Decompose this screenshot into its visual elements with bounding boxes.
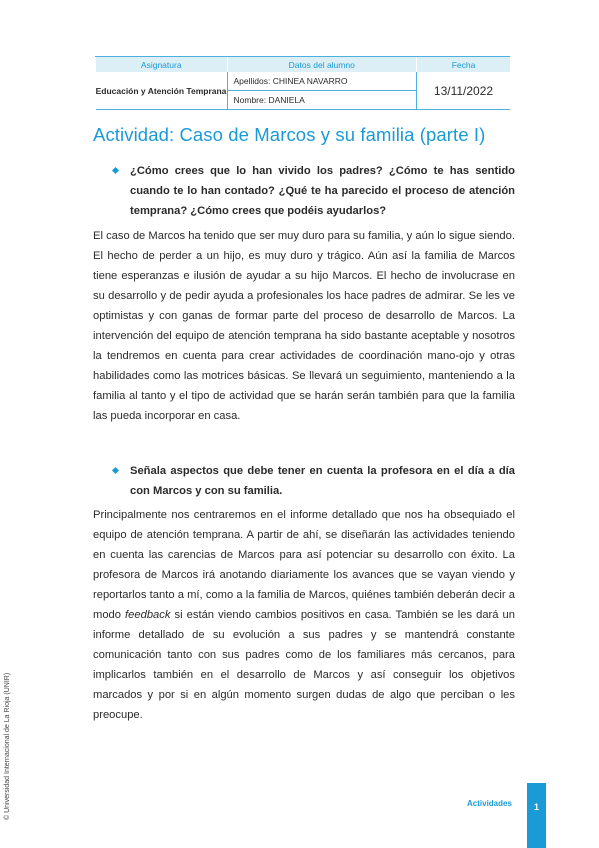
answer-2-part2: si están viendo cambios positivos en casa. También se les dará un informe detallado de su evolución a sus padres y se mantendrá constante comunicación tanto con sus padres como de los familiares más cercanos, para implicarlos también en el desarrollo de Marcos y así conseguir los objetivos marcados y por si en algún momento surgen dudas de algo que perciban o les preocupe. [93,609,515,721]
answer-2 [93,505,515,725]
answer-2-italic: feedback [125,609,171,621]
answer-2-part1: Principalmente nos centraremos en el informe detallado que nos ha obsequiado el equipo de atención temprana. A partir de ahí, se diseñarán las actividades teniendo en cuenta las carencias de Marcos para así potenciar su desarrollo con éxito. La profesora de Marcos irá anotando diariamente los avances que se vayan viendo y reportarlos tanto a mí, como a la familia de Marcos, quiénes también deberán decir a modo [93,509,515,621]
page-number-box [527,783,546,848]
question-1-text: ¿Cómo crees que lo han vivido los padres? ¿Cómo te has sentido cuando te lo han contado? ¿Qué te ha parecido el proceso de atención temprana? ¿Cómo crees que podéis ayudarlos? [130,165,515,217]
date-cell: 13/11/2022 [417,72,511,110]
answer-1: El caso de Marcos ha tenido que ser muy duro para su familia, y aún lo sigue siendo. El hecho de perder a un hijo, es muy duro y trágico. Aún así la familia de Marcos tiene esperanzas e ilusión de ayudar a su hijo Marcos. El hecho de involucrase en su desarrollo y de pedir ayuda a profesionales los hace padres de admirar. Se les ve optimistas y con ganas de formar parte del proceso de desarrollo de Marcos. La intervención del equipo de atención temprana ha sido bastante aceptable y nosotros la tendremos en cuenta para crear actividades de coordinación mano-ojo y otras habilidades como las motrices básicas. Se llevará un seguimiento, manteniendo a la familia al tanto y el tipo de actividad que se harán serán también para que la familia las pueda incorporar en casa. [93,230,515,422]
header-table [95,56,510,110]
diamond-bullet-icon [112,467,119,474]
page-number: 1 [533,802,539,812]
page-title: Actividad: Caso de Marcos y su familia (parte I) [93,124,486,145]
header-col-subject: Asignatura [96,57,228,73]
diamond-bullet-icon [112,167,119,174]
header-col-date: Fecha [417,57,511,73]
footer-label: Actividades [467,799,512,808]
question-1 [113,161,515,221]
header-col-student: Datos del alumno [227,57,417,73]
name-cell: Nombre: DANIELA [227,91,417,110]
copyright-sidebar: © Universidad Internacional de La Rioja (UNIR) [4,672,11,820]
question-2 [113,461,515,501]
surname-cell: Apellidos: CHINEA NAVARRO [227,72,417,91]
subject-cell: Educación y Atención Temprana [96,72,228,110]
question-2-text: Señala aspectos que debe tener en cuenta la profesora en el día a día con Marcos y con su familia. [130,465,515,497]
